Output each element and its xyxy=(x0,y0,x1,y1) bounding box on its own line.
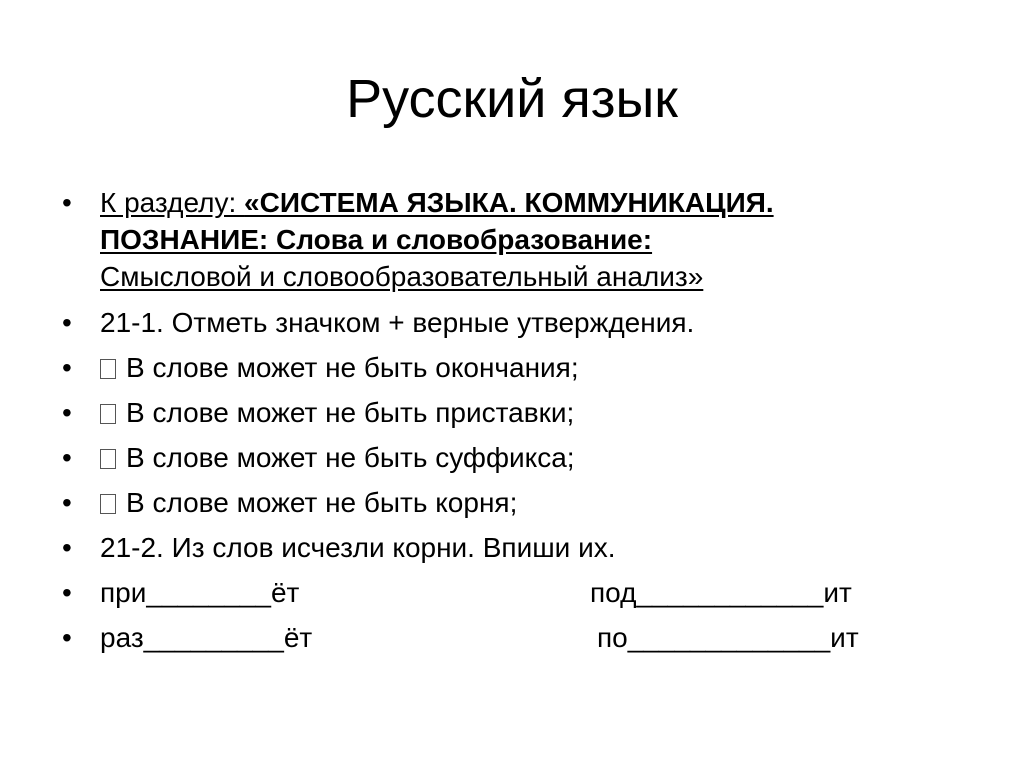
fill-in-word-right[interactable]: по_____________ит xyxy=(597,622,859,653)
section-reference-line2 xyxy=(100,222,652,257)
checkbox-icon[interactable] xyxy=(100,449,116,469)
section-title-line1: «СИСТЕМА ЯЗЫКА. КОММУНИКАЦИЯ. xyxy=(244,187,774,218)
statement-text: В слове может не быть суффикса; xyxy=(126,442,575,473)
task2-heading xyxy=(62,530,616,565)
checkbox-icon[interactable] xyxy=(100,494,116,514)
statement-item xyxy=(62,485,518,520)
checkbox-icon[interactable] xyxy=(100,404,116,424)
statement-text: В слове может не быть окончания; xyxy=(126,352,579,383)
bullet-dot: • xyxy=(62,307,72,338)
fill-in-word-left[interactable]: при________ёт xyxy=(100,577,300,608)
statement-text: В слове может не быть корня; xyxy=(126,487,518,518)
fill-in-word-right[interactable]: под____________ит xyxy=(590,577,852,608)
bullet-dot: • xyxy=(62,352,72,383)
section-reference-line3 xyxy=(100,259,703,294)
task1-heading-text: 21-1. Отметь значком + верные утверждения. xyxy=(100,307,695,338)
slide-title: Русский язык xyxy=(346,69,678,129)
bullet-dot: • xyxy=(62,187,72,218)
checkbox-icon[interactable] xyxy=(100,359,116,379)
task1-heading xyxy=(62,305,695,340)
bullet-dot: • xyxy=(62,397,72,428)
section-reference xyxy=(62,185,774,220)
bullet-dot: • xyxy=(62,532,72,563)
statement-text: В слове может не быть приставки; xyxy=(126,397,575,428)
bullet-dot: • xyxy=(62,622,72,653)
fill-in-row xyxy=(62,575,920,610)
statement-item xyxy=(62,440,575,475)
task2-heading-text: 21-2. Из слов исчезли корни. Впиши их. xyxy=(100,532,616,563)
statement-item xyxy=(62,350,579,385)
section-title-line3: Смысловой и словообразовательный анализ» xyxy=(100,261,704,292)
bullet-dot: • xyxy=(62,577,72,608)
bullet-dot: • xyxy=(62,442,72,473)
bullet-dot: • xyxy=(62,487,72,518)
fill-in-word-left[interactable]: раз_________ёт xyxy=(100,622,313,653)
section-prefix: К разделу: xyxy=(100,187,245,218)
section-title-line2: ПОЗНАНИЕ: Слова и словобразование: xyxy=(100,224,653,255)
fill-in-row xyxy=(62,620,920,655)
statement-item xyxy=(62,395,575,430)
